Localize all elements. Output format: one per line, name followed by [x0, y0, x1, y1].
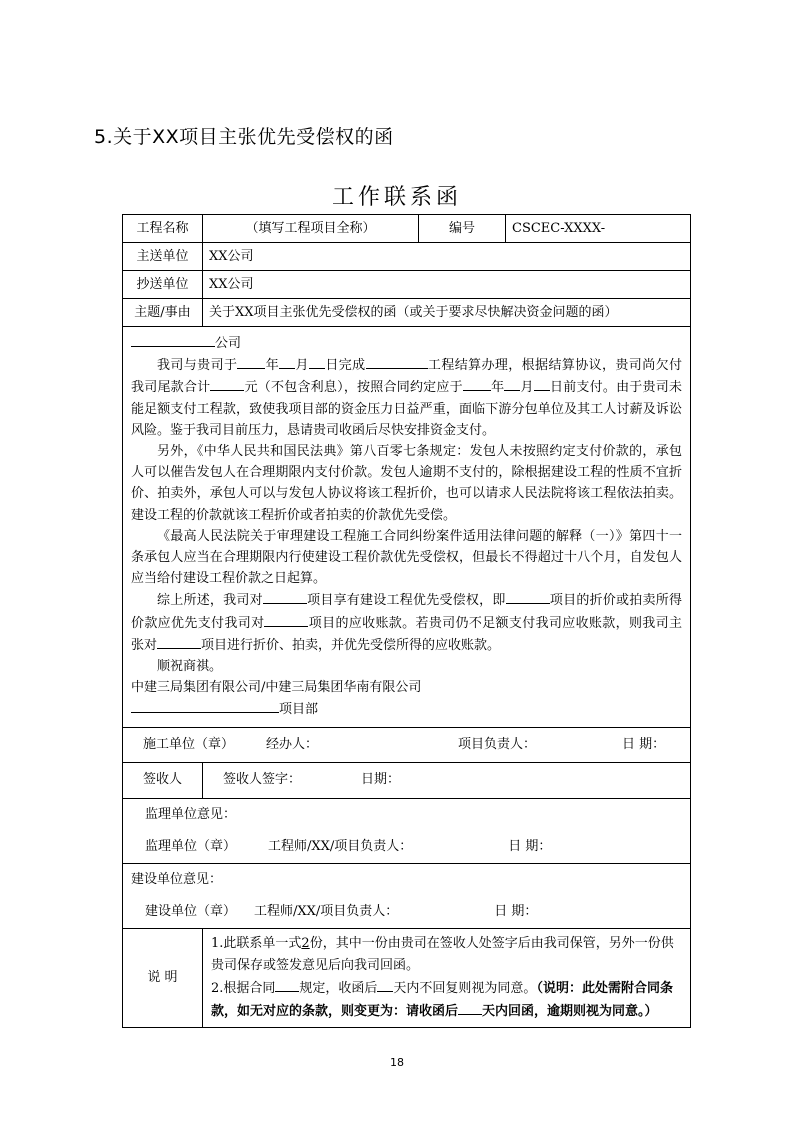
subject-row [123, 299, 691, 327]
letter-body-row [123, 327, 691, 728]
paragraph-2: 另外，《中华人民共和国民法典》第八百零七条规定：发包人未按照约定支付价款的，承包人可以催告发包人在合理期限内支付价款。发包人逾期不支付的，除根据建设工程的性质不宜折价、拍卖外，承包人可以与发包人协议将该工程折价，也可以请求人民法院将该工程依法拍卖。建设工程的价款就该工程折价或者拍卖的价款优先受偿。 [131, 444, 682, 523]
blank-project-1[interactable] [366, 354, 428, 369]
signature-company: 中建三局集团有限公司/中建三局集团华南有限公司 [131, 680, 422, 696]
blank-year-1[interactable] [237, 354, 265, 369]
signature-dept: 项目部 [131, 698, 682, 720]
supervision-engineer-label: 工程师/XX/项目负责人： [268, 838, 413, 854]
blank-days-1[interactable] [377, 977, 393, 992]
receiver-sign-label: 签收人签字： [223, 772, 302, 788]
supervision-row [123, 798, 691, 863]
blank-day-1[interactable] [309, 354, 325, 369]
subject-value[interactable]: 关于XX项目主张优先受偿权的函（或关于要求尽快解决资金问题的函） [203, 299, 691, 327]
subject-label: 主题/事由 [123, 299, 203, 327]
paragraph-1: 我司与贵司于 年 月 日完成 工程结算办理，根据结算协议，贵司尚欠付我司尾款合计 元（不包含利息），按照合同约定应于 年 月 日前支付。由于贵司未能足额支付工程款，致使我项目部的资金压力日益严重，面临下游分包单位及其工人讨薪及诉讼风险。鉴于我司目前压力，恳请贵司收函后尽快安排资金支付。 [131, 354, 682, 441]
supervision-opinion-label: 监理单位意见： [145, 806, 237, 822]
supervision-date-label: 日 期： [508, 838, 552, 854]
builder-unit-label: 建设单位（章） [145, 903, 237, 919]
page-number: 18 [390, 1056, 404, 1069]
main-unit-value[interactable]: XX公司 [203, 243, 691, 271]
builder-opinion-label: 建设单位意见： [131, 871, 223, 887]
note-2: 2.根据合同 规定，收函后 天内不回复则视为同意。（说明：此处需附合同条款，如无对应的条款，则变更为：请收函后 天内回函，逾期则视为同意。） [211, 977, 682, 1023]
number-value[interactable]: CSCEC-XXXX- [506, 215, 691, 243]
project-leader-label: 项目负责人： [458, 736, 537, 752]
addressee [131, 332, 682, 354]
supervision-unit-label: 监理单位（章） [145, 838, 237, 854]
closing: 顺祝商祺。 [157, 659, 223, 675]
builder-engineer-label: 工程师/XX/项目负责人： [254, 903, 399, 919]
blank-year-2[interactable] [463, 376, 491, 391]
note-1-count[interactable]: 2 [301, 935, 310, 951]
blank-project-2[interactable] [263, 589, 307, 604]
main-unit-row [123, 243, 691, 271]
letter-body [123, 327, 691, 728]
document-title: 工作联系函 [331, 185, 462, 210]
notes-row [123, 928, 691, 1027]
handler-label: 经办人： [266, 736, 319, 752]
blank-amount[interactable] [210, 376, 244, 391]
receiver-row [123, 762, 691, 798]
note-1: 1.此联系单一式2份，其中一份由贵司在签收人处签字后由我司保管，另外一份供贵司保存或签发意见后向我司回函。 [211, 935, 674, 973]
project-name-row [123, 215, 691, 243]
receiver-date-label: 日期： [361, 772, 401, 788]
number-label: 编号 [419, 215, 506, 243]
addressee-blank[interactable] [131, 332, 215, 347]
receiver-label: 签收人 [123, 762, 203, 798]
addressee-suffix: 公司 [215, 336, 242, 351]
copy-unit-label: 抄送单位 [123, 271, 203, 299]
construction-unit-label: 施工单位（章） [143, 736, 235, 752]
copy-unit-value[interactable]: XX公司 [203, 271, 691, 299]
section-heading: 5.关于XX项目主张优先受偿权的函 [94, 126, 394, 148]
project-name-label: 工程名称 [123, 215, 203, 243]
work-contact-form [122, 214, 691, 1028]
construction-unit-row [123, 727, 691, 762]
project-name-value[interactable]: （填写工程项目全称） [203, 215, 419, 243]
builder-row [123, 863, 691, 928]
builder-date-label: 日 期： [494, 903, 538, 919]
paragraph-3: 《最高人民法院关于审理建设工程施工合同纠纷案件适用法律问题的解释（一）》第四十一条承包人应当在合理期限内行使建设工程价款优先受偿权，但最长不得超过十八个月，自发包人应当给付建设工程价款之日起算。 [131, 528, 682, 587]
signature-dept-blank[interactable] [131, 698, 279, 713]
copy-unit-row [123, 271, 691, 299]
blank-project-3[interactable] [506, 589, 550, 604]
paragraph-4: 综上所述，我司对 项目享有建设工程优先受偿权，即 项目的折价或拍卖所得价款应优先支付我司对 项目的应收账款。若贵司仍不足额支付我司应收账款，则我司主张对 项目进行折价、拍卖，并优先受偿所得的应收账款。 [131, 589, 682, 656]
blank-days-2[interactable] [458, 1000, 482, 1015]
blank-project-5[interactable] [157, 634, 201, 649]
blank-contract-clause[interactable] [275, 977, 299, 992]
blank-day-2[interactable] [534, 376, 550, 391]
blank-project-4[interactable] [264, 612, 308, 627]
blank-month-1[interactable] [279, 354, 295, 369]
notes-label: 说 明 [123, 928, 203, 1027]
main-unit-label: 主送单位 [123, 243, 203, 271]
blank-month-2[interactable] [504, 376, 520, 391]
date-label: 日 期： [622, 736, 666, 752]
